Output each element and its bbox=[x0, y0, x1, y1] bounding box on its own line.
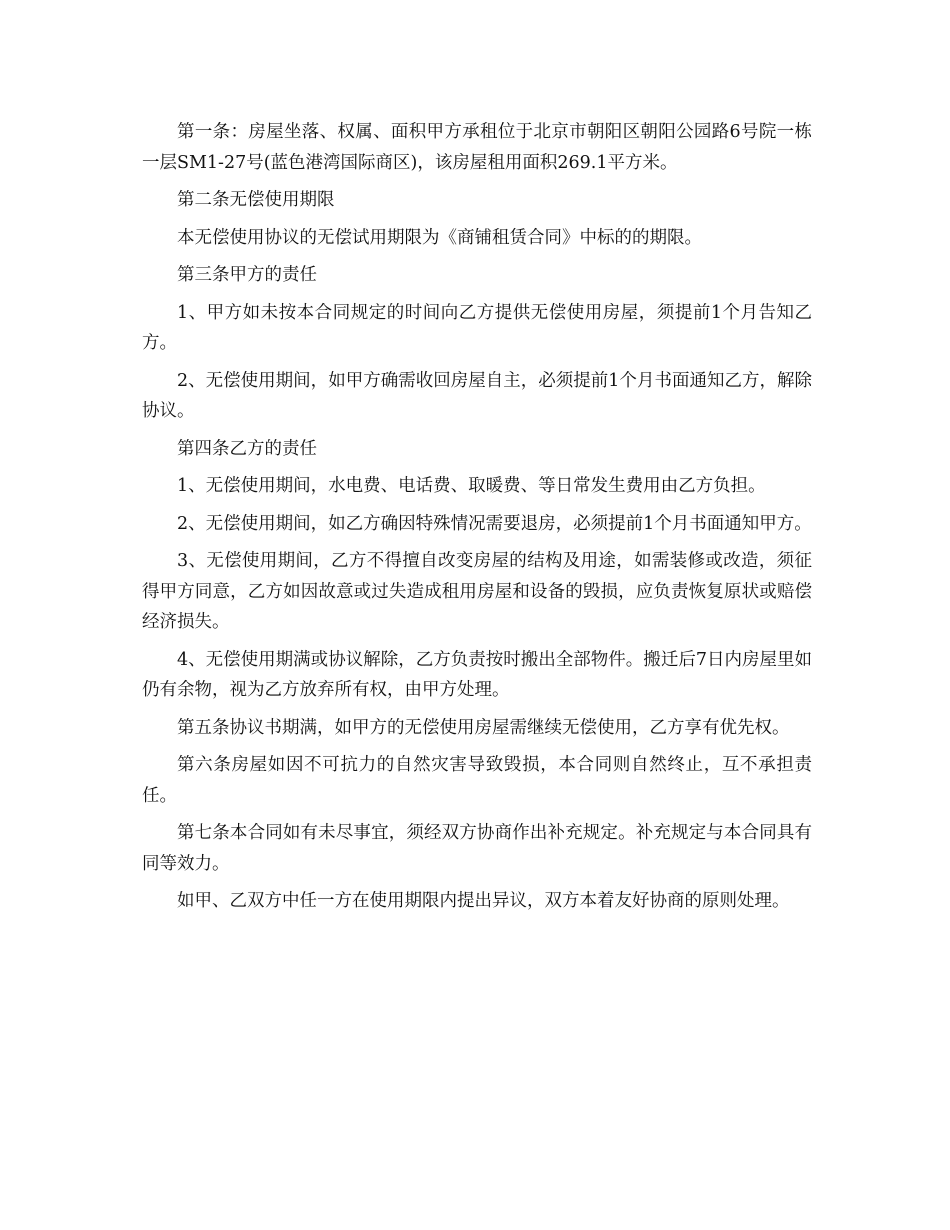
clause-1-property-location: 第一条：房屋坐落、权属、面积甲方承租位于北京市朝阳区朝阳公园路6号院一栋一层SM1-27号(蓝色港湾国际商区)，该房屋租用面积269.1平方米。 bbox=[142, 122, 812, 173]
clause-3-item-1: 1、甲方如未按本合同规定的时间向乙方提供无偿使用房屋，须提前1个月告知乙方。 bbox=[142, 302, 812, 353]
clause-2-term: 本无偿使用协议的无偿试用期限为《商铺租赁合同》中标的的期限。 bbox=[177, 227, 702, 248]
clause-4-item-4: 4、无偿使用期满或协议解除，乙方负责按时搬出全部物件。搬迁后7日内房屋里如仍有余物，视为乙方放弃所有权，由甲方处理。 bbox=[142, 649, 812, 700]
clause-7: 第七条本合同如有未尽事宜，须经双方协商作出补充规定。补充规定与本合同具有同等效力。 bbox=[142, 823, 812, 874]
clause-2-heading: 第二条无偿使用期限 bbox=[177, 190, 335, 210]
clause-3-heading: 第三条甲方的责任 bbox=[177, 265, 317, 285]
clause-4-heading: 第四条乙方的责任 bbox=[177, 438, 317, 459]
dispute-resolution: 如甲、乙双方中任一方在使用期限内提出异议，双方本着友好协商的原则处理。 bbox=[177, 891, 790, 911]
clause-4-item-1: 1、无偿使用期间，水电费、电话费、取暖费、等日常发生费用由乙方负担。 bbox=[177, 476, 766, 496]
document-body bbox=[142, 117, 812, 924]
clause-6: 第六条房屋如因不可抗力的自然灾害导致毁损，本合同则自然终止，互不承担责任。 bbox=[142, 755, 812, 806]
clause-4-item-2: 2、无偿使用期间，如乙方确因特殊情况需要退房，必须提前1个月书面通知甲方。 bbox=[177, 513, 812, 534]
clause-4-item-3: 3、无偿使用期间，乙方不得擅自改变房屋的结构及用途，如需装修或改造，须征得甲方同意，乙方如因故意或过失造成租用房屋和设备的毁损，应负责恢复原状或赔偿经济损失。 bbox=[142, 551, 812, 632]
clause-5: 第五条协议书期满，如甲方的无偿使用房屋需继续无偿使用，乙方享有优先权。 bbox=[177, 717, 790, 738]
clause-3-item-2: 2、无偿使用期间，如甲方确需收回房屋自主，必须提前1个月书面通知乙方，解除协议。 bbox=[142, 370, 812, 421]
